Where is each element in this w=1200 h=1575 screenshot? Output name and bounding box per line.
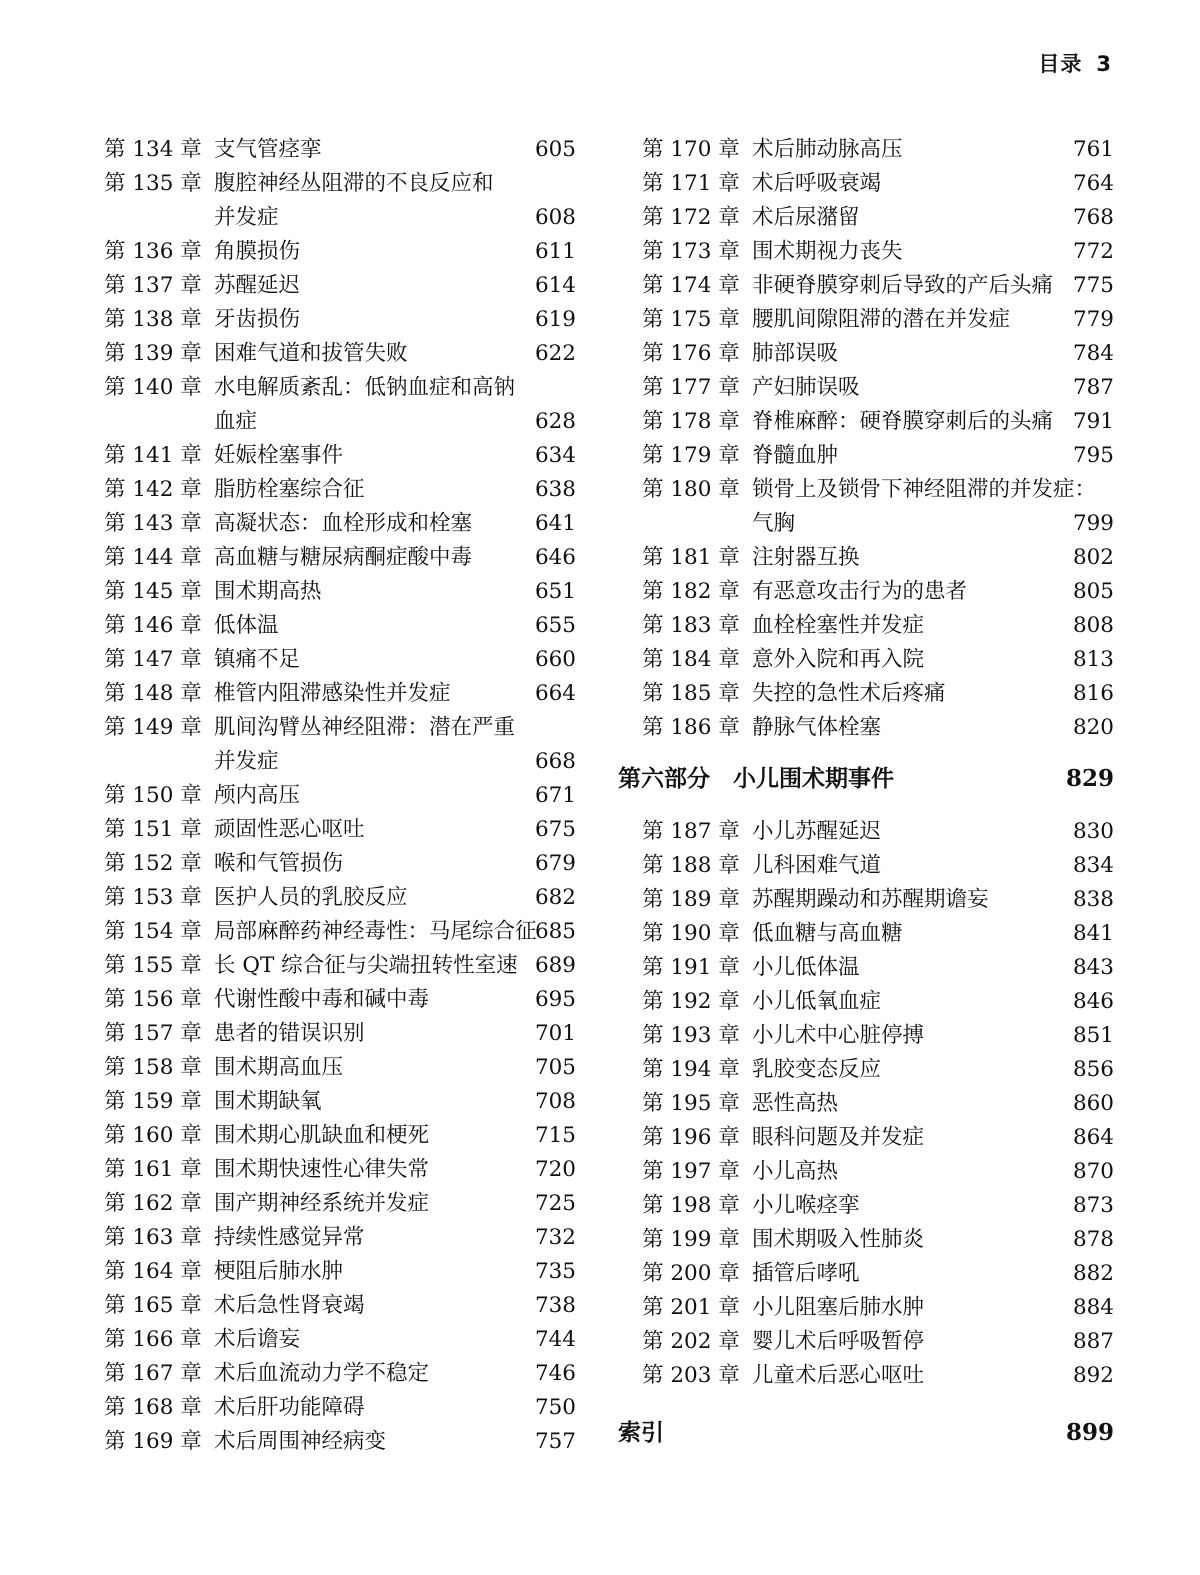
chapter-number: 第 155 章 — [104, 953, 202, 978]
toc-entry[interactable] — [642, 303, 1114, 337]
toc-left-column — [104, 133, 576, 1459]
chapter-title: 小儿低体温 — [752, 955, 860, 980]
chapter-page: 664 — [534, 681, 576, 706]
chapter-number: 第 150 章 — [104, 783, 202, 808]
chapter-number: 第 199 章 — [642, 1227, 740, 1252]
chapter-title: 脊髓血肿 — [752, 443, 839, 468]
chapter-page: 746 — [534, 1361, 576, 1386]
chapter-number: 第 184 章 — [642, 647, 740, 672]
chapter-title: 非硬脊膜穿刺后导致的产后头痛 — [752, 273, 1054, 298]
toc-entry[interactable] — [104, 507, 576, 541]
chapter-page: 605 — [534, 137, 576, 162]
toc-entry[interactable] — [642, 473, 1114, 541]
chapter-title: 牙齿损伤 — [214, 307, 301, 332]
chapter-number: 第 138 章 — [104, 307, 202, 332]
chapter-title: 医护人员的乳胶反应 — [214, 885, 408, 910]
index-page: 899 — [1065, 1419, 1114, 1446]
chapter-title: 小儿低氧血症 — [752, 989, 882, 1014]
chapter-number: 第 175 章 — [642, 307, 740, 332]
toc-entry[interactable] — [104, 269, 576, 303]
chapter-title: 肺部误吸 — [752, 341, 839, 366]
chapter-page: 622 — [534, 341, 576, 366]
chapter-title: 脂肪栓塞综合征 — [214, 477, 365, 502]
chapter-title: 腹腔神经丛阻滞的不良反应和 — [214, 171, 494, 196]
chapter-page: 882 — [1072, 1261, 1114, 1286]
chapter-page: 846 — [1072, 989, 1114, 1014]
chapter-number: 第 171 章 — [642, 171, 740, 196]
chapter-number: 第 142 章 — [104, 477, 202, 502]
chapter-number: 第 173 章 — [642, 239, 740, 264]
chapter-number: 第 179 章 — [642, 443, 740, 468]
toc-entry[interactable] — [642, 1087, 1114, 1121]
chapter-number: 第 176 章 — [642, 341, 740, 366]
chapter-title: 小儿术中心脏停搏 — [752, 1023, 925, 1048]
chapter-page: 873 — [1072, 1193, 1114, 1218]
chapter-number: 第 193 章 — [642, 1023, 740, 1048]
chapter-number: 第 180 章 — [642, 477, 740, 502]
chapter-title: 并发症 — [214, 205, 279, 230]
toc-entry[interactable] — [642, 1053, 1114, 1087]
chapter-page: 675 — [534, 817, 576, 842]
chapter-number: 第 174 章 — [642, 273, 740, 298]
chapter-title: 术后肺动脉高压 — [752, 137, 903, 162]
toc-entry[interactable] — [642, 405, 1114, 439]
chapter-title: 长 QT 综合征与尖端扭转性室速 — [214, 953, 518, 978]
part-six-title: 第六部分 小儿围术期事件 — [618, 766, 894, 792]
chapter-number: 第 189 章 — [642, 887, 740, 912]
chapter-title: 肌间沟臂丛神经阻滞：潜在严重 — [214, 715, 516, 740]
chapter-title: 低血糖与高血糖 — [752, 921, 903, 946]
chapter-title: 围术期快速性心律失常 — [214, 1157, 430, 1182]
chapter-number: 第 192 章 — [642, 989, 740, 1014]
chapter-number: 第 156 章 — [104, 987, 202, 1012]
chapter-title: 术后急性肾衰竭 — [214, 1293, 365, 1318]
toc-entry[interactable] — [642, 1325, 1114, 1359]
chapter-page: 682 — [534, 885, 576, 910]
toc-entry[interactable] — [642, 711, 1114, 745]
chapter-page: 689 — [534, 953, 576, 978]
chapter-number: 第 162 章 — [104, 1191, 202, 1216]
chapter-page: 750 — [534, 1395, 576, 1420]
chapter-number: 第 172 章 — [642, 205, 740, 230]
chapter-title: 持续性感觉异常 — [214, 1225, 365, 1250]
toc-entry[interactable] — [104, 371, 576, 439]
chapter-number: 第 200 章 — [642, 1261, 740, 1286]
toc-entry[interactable] — [642, 167, 1114, 201]
chapter-number: 第 136 章 — [104, 239, 202, 264]
chapter-number: 第 163 章 — [104, 1225, 202, 1250]
chapter-title: 镇痛不足 — [214, 647, 301, 672]
toc-entry[interactable] — [104, 779, 576, 813]
chapter-number: 第 148 章 — [104, 681, 202, 706]
chapter-page: 808 — [1072, 613, 1114, 638]
chapter-page: 628 — [534, 409, 576, 434]
chapter-title: 产妇肺误吸 — [752, 375, 860, 400]
chapter-number: 第 165 章 — [104, 1293, 202, 1318]
chapter-page: 685 — [534, 919, 576, 944]
chapter-title: 椎管内阻滞感染性并发症 — [214, 681, 451, 706]
chapter-title: 术后肝功能障碍 — [214, 1395, 365, 1420]
chapter-page: 744 — [534, 1327, 576, 1352]
chapter-title: 儿童术后恶心呕吐 — [752, 1363, 925, 1388]
chapter-number: 第 201 章 — [642, 1295, 740, 1320]
chapter-number: 第 170 章 — [642, 137, 740, 162]
chapter-page: 851 — [1072, 1023, 1114, 1048]
toc-entry[interactable] — [642, 439, 1114, 473]
chapter-page: 870 — [1072, 1159, 1114, 1184]
chapter-page: 820 — [1072, 715, 1114, 740]
toc-entry[interactable] — [104, 167, 576, 235]
chapter-title: 血症 — [214, 409, 258, 434]
chapter-title: 梗阻后肺水肿 — [214, 1259, 344, 1284]
toc-entry[interactable] — [104, 1391, 576, 1425]
chapter-number: 第 139 章 — [104, 341, 202, 366]
chapter-number: 第 188 章 — [642, 853, 740, 878]
chapter-title: 小儿喉痉挛 — [752, 1193, 860, 1218]
toc-entry[interactable] — [642, 541, 1114, 575]
chapter-number: 第 160 章 — [104, 1123, 202, 1148]
chapter-title: 术后尿潴留 — [752, 205, 860, 230]
toc-entry[interactable] — [642, 1257, 1114, 1291]
chapter-title: 儿科困难气道 — [752, 853, 882, 878]
toc-entry[interactable] — [642, 815, 1114, 849]
chapter-page: 668 — [534, 749, 576, 774]
toc-entry[interactable] — [104, 813, 576, 847]
chapter-number: 第 191 章 — [642, 955, 740, 980]
toc-entry[interactable] — [104, 1255, 576, 1289]
chapter-page: 732 — [534, 1225, 576, 1250]
chapter-page: 725 — [534, 1191, 576, 1216]
chapter-title: 围术期心肌缺血和梗死 — [214, 1123, 430, 1148]
chapter-page: 841 — [1072, 921, 1114, 946]
chapter-title: 围产期神经系统并发症 — [214, 1191, 430, 1216]
chapter-page: 887 — [1072, 1329, 1114, 1354]
toc-entry[interactable] — [642, 1155, 1114, 1189]
chapter-page: 784 — [1072, 341, 1114, 366]
toc-entry[interactable] — [104, 677, 576, 711]
chapter-number: 第 149 章 — [104, 715, 202, 740]
chapter-number: 第 187 章 — [642, 819, 740, 844]
chapter-number: 第 158 章 — [104, 1055, 202, 1080]
chapter-number: 第 161 章 — [104, 1157, 202, 1182]
chapter-page: 791 — [1072, 409, 1114, 434]
chapter-page: 768 — [1072, 205, 1114, 230]
toc-entry[interactable] — [104, 643, 576, 677]
chapter-number: 第 167 章 — [104, 1361, 202, 1386]
chapter-title: 锁骨上及锁骨下神经阻滞的并发症： — [752, 477, 1097, 502]
chapter-title: 小儿苏醒延迟 — [752, 819, 882, 844]
chapter-title: 术后血流动力学不稳定 — [214, 1361, 430, 1386]
toc-entry[interactable] — [642, 849, 1114, 883]
chapter-title: 支气管痉挛 — [214, 137, 322, 162]
chapter-title: 注射器互换 — [752, 545, 860, 570]
toc-entry[interactable] — [642, 235, 1114, 269]
chapter-page: 843 — [1072, 955, 1114, 980]
toc-entry[interactable] — [104, 133, 576, 167]
chapter-title: 围术期高血压 — [214, 1055, 344, 1080]
chapter-number: 第 146 章 — [104, 613, 202, 638]
toc-entry[interactable] — [104, 235, 576, 269]
chapter-page: 614 — [534, 273, 576, 298]
chapter-page: 646 — [534, 545, 576, 570]
toc-entry[interactable] — [104, 847, 576, 881]
chapter-page: 655 — [534, 613, 576, 638]
chapter-number: 第 169 章 — [104, 1429, 202, 1454]
chapter-number: 第 151 章 — [104, 817, 202, 842]
chapter-title: 并发症 — [214, 749, 279, 774]
chapter-title: 小儿高热 — [752, 1159, 839, 1184]
toc-entry[interactable] — [104, 881, 576, 915]
chapter-number: 第 181 章 — [642, 545, 740, 570]
chapter-title: 术后呼吸衰竭 — [752, 171, 882, 196]
chapter-page: 701 — [534, 1021, 576, 1046]
toc-entry[interactable] — [104, 1221, 576, 1255]
toc-entry[interactable] — [642, 371, 1114, 405]
chapter-page: 679 — [534, 851, 576, 876]
toc-entry[interactable] — [104, 1425, 576, 1459]
chapter-number: 第 147 章 — [104, 647, 202, 672]
toc-entry[interactable] — [642, 609, 1114, 643]
chapter-page: 611 — [534, 239, 576, 264]
chapter-title: 插管后哮吼 — [752, 1261, 860, 1286]
chapter-title: 恶性高热 — [752, 1091, 839, 1116]
chapter-title: 高凝状态：血栓形成和栓塞 — [214, 511, 473, 536]
chapter-title: 局部麻醉药神经毒性：马尾综合征 — [214, 919, 537, 944]
chapter-number: 第 141 章 — [104, 443, 202, 468]
chapter-title: 眼科问题及并发症 — [752, 1125, 925, 1150]
toc-entry[interactable] — [104, 541, 576, 575]
chapter-page: 787 — [1072, 375, 1114, 400]
chapter-title: 围术期缺氧 — [214, 1089, 322, 1114]
chapter-page: 856 — [1072, 1057, 1114, 1082]
part-six-page: 829 — [1065, 765, 1114, 792]
chapter-title: 术后周围神经病变 — [214, 1429, 387, 1454]
chapter-page: 641 — [534, 511, 576, 536]
chapter-title: 血栓栓塞性并发症 — [752, 613, 925, 638]
chapter-page: 619 — [534, 307, 576, 332]
chapter-page: 715 — [534, 1123, 576, 1148]
chapter-number: 第 154 章 — [104, 919, 202, 944]
chapter-number: 第 195 章 — [642, 1091, 740, 1116]
chapter-number: 第 196 章 — [642, 1125, 740, 1150]
toc-entry[interactable] — [104, 473, 576, 507]
chapter-title: 患者的错误识别 — [214, 1021, 365, 1046]
chapter-page: 761 — [1072, 137, 1114, 162]
toc-entry[interactable] — [642, 1019, 1114, 1053]
toc-entry[interactable] — [642, 1189, 1114, 1223]
chapter-page: 830 — [1072, 819, 1114, 844]
chapter-number: 第 183 章 — [642, 613, 740, 638]
chapter-number: 第 168 章 — [104, 1395, 202, 1420]
chapter-page: 802 — [1072, 545, 1114, 570]
chapter-number: 第 190 章 — [642, 921, 740, 946]
chapter-number: 第 164 章 — [104, 1259, 202, 1284]
chapter-title: 顽固性恶心呕吐 — [214, 817, 365, 842]
chapter-page: 705 — [534, 1055, 576, 1080]
chapter-number: 第 194 章 — [642, 1057, 740, 1082]
toc-entry[interactable] — [642, 643, 1114, 677]
toc-entry[interactable] — [642, 677, 1114, 711]
chapter-title: 妊娠栓塞事件 — [214, 443, 344, 468]
chapter-number: 第 203 章 — [642, 1363, 740, 1388]
toc-entry[interactable] — [104, 1357, 576, 1391]
chapter-title: 高血糖与糖尿病酮症酸中毒 — [214, 545, 473, 570]
toc-entry[interactable] — [104, 949, 576, 983]
toc-entry[interactable] — [104, 1017, 576, 1051]
chapter-page: 651 — [534, 579, 576, 604]
chapter-title: 水电解质紊乱：低钠血症和高钠 — [214, 375, 516, 400]
toc-entry[interactable] — [104, 1289, 576, 1323]
chapter-title: 喉和气管损伤 — [214, 851, 344, 876]
chapter-page: 795 — [1072, 443, 1114, 468]
chapter-title: 静脉气体栓塞 — [752, 715, 882, 740]
chapter-title: 围术期视力丧失 — [752, 239, 903, 264]
toc-entry[interactable] — [642, 269, 1114, 303]
chapter-number: 第 159 章 — [104, 1089, 202, 1114]
chapter-page: 608 — [534, 205, 576, 230]
chapter-page: 764 — [1072, 171, 1114, 196]
toc-entry[interactable] — [104, 711, 576, 779]
chapter-number: 第 178 章 — [642, 409, 740, 434]
chapter-title: 脊椎麻醉：硬脊膜穿刺后的头痛 — [752, 409, 1054, 434]
chapter-number: 第 137 章 — [104, 273, 202, 298]
chapter-page: 772 — [1072, 239, 1114, 264]
chapter-title: 困难气道和拔管失败 — [214, 341, 408, 366]
toc-entry[interactable] — [104, 609, 576, 643]
index-title: 索引 — [618, 1420, 664, 1446]
toc-entry[interactable] — [642, 1291, 1114, 1325]
toc-entry[interactable] — [642, 337, 1114, 371]
chapter-page: 779 — [1072, 307, 1114, 332]
toc-entry[interactable] — [642, 201, 1114, 235]
index-heading[interactable] — [618, 1407, 1114, 1459]
chapter-page: 878 — [1072, 1227, 1114, 1252]
chapter-page: 816 — [1072, 681, 1114, 706]
chapter-title: 代谢性酸中毒和碱中毒 — [214, 987, 430, 1012]
toc-entry[interactable] — [642, 1359, 1114, 1393]
chapter-page: 799 — [1072, 511, 1114, 536]
toc-entry[interactable] — [104, 439, 576, 473]
chapter-number: 第 185 章 — [642, 681, 740, 706]
toc-entry[interactable] — [642, 133, 1114, 167]
part-six-heading[interactable] — [618, 753, 1114, 805]
chapter-number: 第 202 章 — [642, 1329, 740, 1354]
header-section-title: 目录 — [1038, 52, 1083, 76]
toc-right-column — [618, 133, 1114, 1469]
chapter-number: 第 152 章 — [104, 851, 202, 876]
chapter-title: 苏醒期躁动和苏醒期谵妄 — [752, 887, 989, 912]
toc-entry[interactable] — [642, 883, 1114, 917]
chapter-page: 660 — [534, 647, 576, 672]
chapter-title: 苏醒延迟 — [214, 273, 301, 298]
toc-entry[interactable] — [104, 1323, 576, 1357]
chapter-number: 第 140 章 — [104, 375, 202, 400]
chapter-page: 638 — [534, 477, 576, 502]
chapter-page: 805 — [1072, 579, 1114, 604]
toc-entry[interactable] — [104, 915, 576, 949]
chapter-page: 708 — [534, 1089, 576, 1114]
chapter-number: 第 186 章 — [642, 715, 740, 740]
chapter-title: 意外入院和再入院 — [752, 647, 925, 672]
chapter-title: 术后谵妄 — [214, 1327, 301, 1352]
chapter-title: 围术期高热 — [214, 579, 322, 604]
chapter-title: 婴儿术后呼吸暂停 — [752, 1329, 925, 1354]
toc-entry[interactable] — [104, 1119, 576, 1153]
chapter-page: 813 — [1072, 647, 1114, 672]
chapter-number: 第 166 章 — [104, 1327, 202, 1352]
chapter-page: 838 — [1072, 887, 1114, 912]
chapter-title: 围术期吸入性肺炎 — [752, 1227, 925, 1252]
chapter-number: 第 182 章 — [642, 579, 740, 604]
chapter-page: 884 — [1072, 1295, 1114, 1320]
toc-entry[interactable] — [642, 1121, 1114, 1155]
chapter-number: 第 135 章 — [104, 171, 202, 196]
toc-entry[interactable] — [104, 983, 576, 1017]
chapter-page: 892 — [1072, 1363, 1114, 1388]
toc-entry[interactable] — [104, 1187, 576, 1221]
chapter-number: 第 157 章 — [104, 1021, 202, 1046]
chapter-page: 864 — [1072, 1125, 1114, 1150]
chapter-page: 720 — [534, 1157, 576, 1182]
toc-entry[interactable] — [642, 951, 1114, 985]
chapter-title: 颅内高压 — [214, 783, 301, 808]
chapter-page: 738 — [534, 1293, 576, 1318]
toc-entry[interactable] — [104, 303, 576, 337]
chapter-title: 腰肌间隙阻滞的潜在并发症 — [752, 307, 1011, 332]
toc-entry[interactable] — [104, 337, 576, 371]
chapter-title: 有恶意攻击行为的患者 — [752, 579, 968, 604]
chapter-title: 失控的急性术后疼痛 — [752, 681, 946, 706]
chapter-page: 860 — [1072, 1091, 1114, 1116]
toc-entry[interactable] — [104, 1051, 576, 1085]
chapter-page: 735 — [534, 1259, 576, 1284]
chapter-page: 634 — [534, 443, 576, 468]
chapter-page: 775 — [1072, 273, 1114, 298]
chapter-title: 乳胶变态反应 — [752, 1057, 882, 1082]
chapter-title: 低体温 — [214, 613, 279, 638]
toc-entry[interactable] — [104, 1085, 576, 1119]
header-page-number: 3 — [1096, 52, 1112, 76]
chapter-title: 气胸 — [752, 511, 796, 536]
chapter-page: 757 — [534, 1429, 576, 1454]
toc-entry[interactable] — [104, 1153, 576, 1187]
chapter-number: 第 145 章 — [104, 579, 202, 604]
chapter-number: 第 177 章 — [642, 375, 740, 400]
chapter-number: 第 144 章 — [104, 545, 202, 570]
chapter-number: 第 153 章 — [104, 885, 202, 910]
chapter-page: 834 — [1072, 853, 1114, 878]
chapter-number: 第 134 章 — [104, 137, 202, 162]
toc-entry[interactable] — [104, 575, 576, 609]
chapter-title: 小儿阻塞后肺水肿 — [752, 1295, 925, 1320]
chapter-number: 第 198 章 — [642, 1193, 740, 1218]
chapter-title: 角膜损伤 — [214, 239, 301, 264]
toc-entry[interactable] — [642, 917, 1114, 951]
chapter-number: 第 197 章 — [642, 1159, 740, 1184]
toc-entry[interactable] — [642, 985, 1114, 1019]
running-header — [1038, 48, 1112, 78]
chapter-number: 第 143 章 — [104, 511, 202, 536]
chapter-page: 671 — [534, 783, 576, 808]
chapter-page: 695 — [534, 987, 576, 1012]
toc-entry[interactable] — [642, 575, 1114, 609]
toc-entry[interactable] — [642, 1223, 1114, 1257]
